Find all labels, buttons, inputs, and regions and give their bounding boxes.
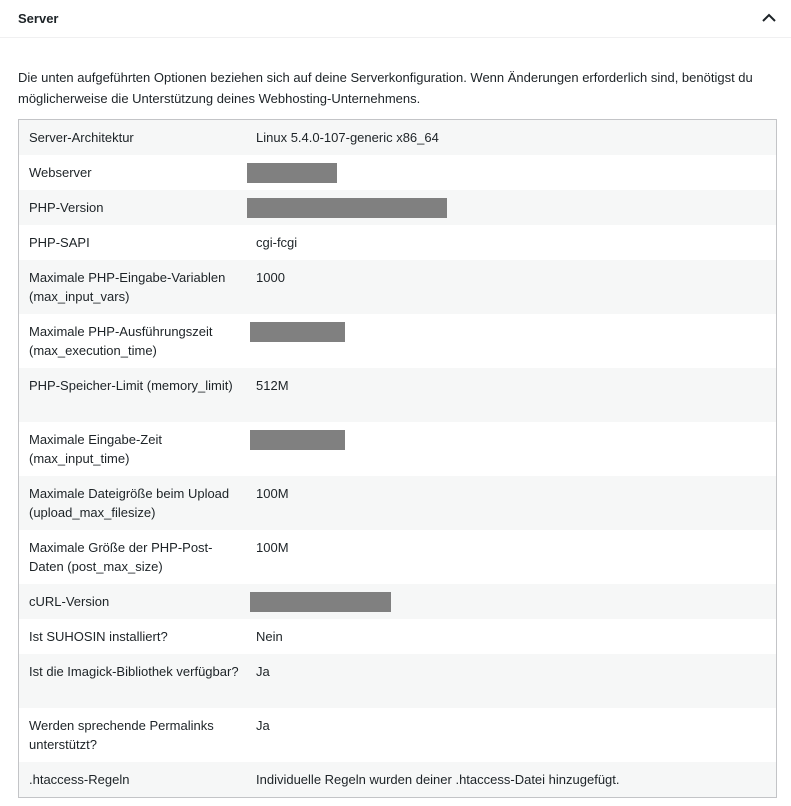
redacted-value [250, 322, 345, 342]
table-row [19, 619, 776, 654]
table-row [19, 584, 776, 619]
row-label: PHP-Version [29, 200, 104, 215]
redacted-value [250, 592, 391, 612]
row-value: Linux 5.4.0-107-generic x86_64 [256, 130, 439, 145]
section-description: Die unten aufgeführten Optionen beziehen sich auf deine Serverkonfiguration. Wenn Änderungen erforderlich sind, benötigst du möglicherweise die Unterstützung deines Webhosting-Unternehmens. [18, 70, 753, 106]
row-value: 100M [256, 486, 289, 501]
row-label: Webserver [29, 165, 92, 180]
row-value [246, 155, 776, 190]
row-label: PHP-SAPI [29, 235, 90, 250]
redacted-value [250, 430, 345, 450]
row-label: Maximale Dateigröße beim Upload (upload_max_filesize) [29, 486, 230, 520]
row-label: cURL-Version [29, 594, 110, 609]
table-row [19, 476, 776, 530]
row-label: Server-Architektur [29, 130, 134, 145]
row-value [246, 422, 776, 476]
table-row [19, 708, 776, 762]
row-label: Werden sprechende Permalinks unterstützt? [29, 718, 214, 752]
redacted-value [247, 163, 337, 183]
row-label: Maximale Größe der PHP-Post-Daten (post_max_size) [29, 540, 213, 574]
row-value: Ja [256, 718, 270, 733]
chevron-up-icon[interactable] [761, 9, 777, 25]
row-label: Ist SUHOSIN installiert? [29, 629, 168, 644]
row-value: Individuelle Regeln wurden deiner .htaccess-Datei hinzugefügt. [256, 772, 620, 787]
server-info-table [18, 119, 777, 798]
table-row [19, 190, 776, 225]
row-label: Maximale PHP-Ausführungszeit (max_execution_time) [29, 324, 213, 358]
table-row [19, 120, 776, 155]
table-row [19, 368, 776, 422]
row-value: Nein [256, 629, 283, 644]
row-label: PHP-Speicher-Limit (memory_limit) [29, 378, 233, 393]
row-value: 1000 [256, 270, 285, 285]
row-value: Ja [256, 664, 270, 679]
row-value: cgi-fcgi [256, 235, 298, 250]
row-value: 512M [256, 378, 289, 393]
row-label: Maximale Eingabe-Zeit (max_input_time) [29, 432, 162, 466]
table-row [19, 422, 776, 476]
row-value: 100M [256, 540, 289, 555]
table-row [19, 654, 776, 708]
server-section-header[interactable] [0, 0, 791, 38]
row-value [246, 314, 776, 368]
table-row [19, 260, 776, 314]
table-row [19, 155, 776, 190]
table-row [19, 314, 776, 368]
redacted-value [247, 198, 447, 218]
row-value [246, 584, 776, 619]
row-label: Ist die Imagick-Bibliothek verfügbar? [29, 664, 239, 679]
row-value [246, 190, 776, 225]
table-row [19, 762, 776, 797]
row-label: .htaccess-Regeln [29, 772, 130, 787]
section-title: Server [18, 11, 59, 26]
table-row [19, 530, 776, 584]
row-label: Maximale PHP-Eingabe-Variablen (max_input_vars) [29, 270, 226, 304]
table-row [19, 225, 776, 260]
